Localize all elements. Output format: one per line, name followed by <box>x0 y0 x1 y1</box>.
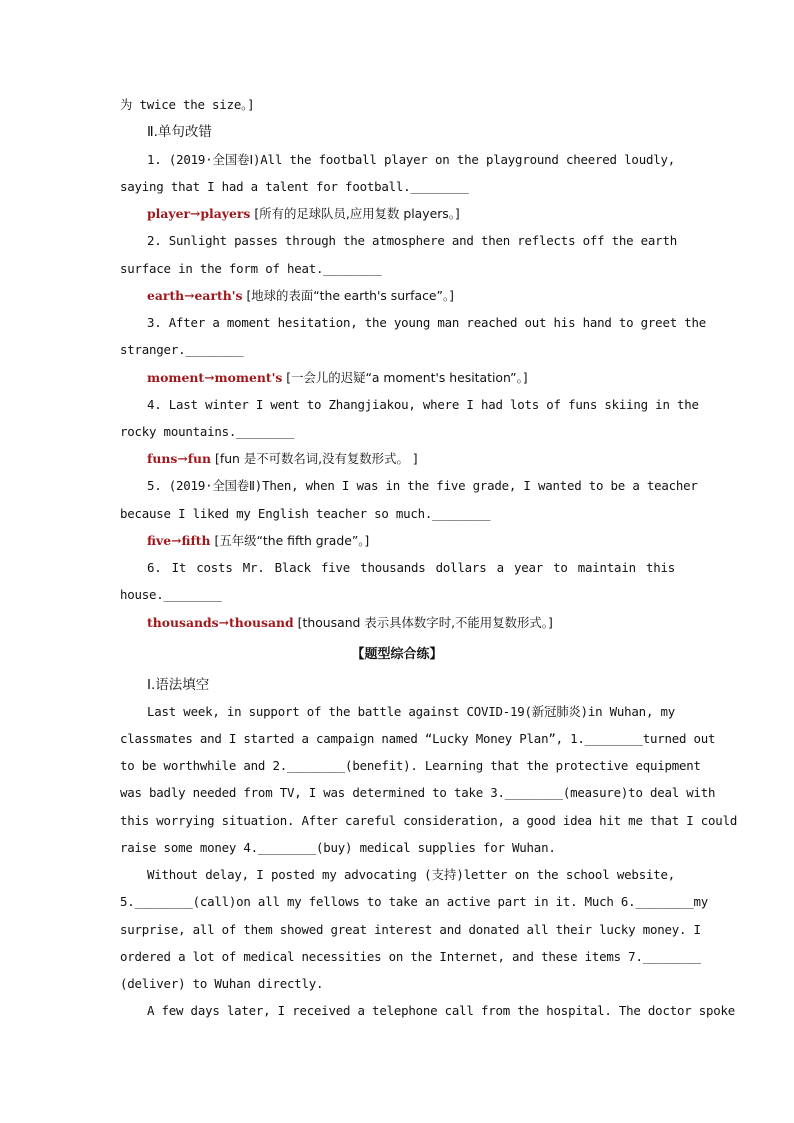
passage-line: raise some money 4.________(buy) medical supplies for Wuhan. <box>120 840 556 855</box>
answer-2 <box>147 288 675 304</box>
section-heading: 【题型综合练】 <box>351 647 443 662</box>
question-2-line: surface in the form of heat.________ <box>120 261 382 276</box>
answer-correction: thousands→thousand <box>147 615 294 630</box>
passage-line: classmates and I started a campaign named “Lucky Money Plan”, 1.________turned out <box>120 731 716 746</box>
passage-line: this worrying situation. After careful consideration, a good idea hit me that I could <box>120 813 738 828</box>
question-1-line: saying that I had a talent for football.________ <box>120 179 469 194</box>
answer-3 <box>147 370 675 386</box>
answer-explanation: [fun 是不可数名词,没有复数形式。 ] <box>211 451 418 466</box>
answer-4 <box>147 451 675 467</box>
question-4-line: rocky mountains.________ <box>120 424 295 439</box>
passage-line: Without delay, I posted my advocating (支持)letter on the school website, <box>147 867 675 882</box>
question-4-line: 4. Last winter I went to Zhangjiakou, where I had lots of funs skiing in the <box>147 397 699 412</box>
question-5-line: 5. (2019·全国卷Ⅱ)Then, when I was in the five grade, I wanted to be a teacher <box>147 478 698 493</box>
question-3-line: stranger.________ <box>120 342 244 357</box>
passage-line: ordered a lot of medical necessities on the Internet, and these items 7.________ <box>120 949 701 964</box>
answer-5 <box>147 533 675 549</box>
answer-correction: earth→earth's <box>147 288 243 303</box>
answer-explanation: [一会儿的迟疑“a moment's hesitation”。] <box>282 370 528 385</box>
answer-correction: player→players <box>147 206 251 221</box>
passage-line: Last week, in support of the battle against COVID-19(新冠肺炎)in Wuhan, my <box>147 704 675 719</box>
text-line: 为 twice the size。] <box>120 97 255 112</box>
passage-line: A few days later, I received a telephone call from the hospital. The doctor spoke <box>147 1003 736 1018</box>
question-1-line: 1. (2019·全国卷Ⅰ)All the football player on the playground cheered loudly, <box>147 152 675 167</box>
passage-line: to be worthwhile and 2.________(benefit). Learning that the protective equipment <box>120 758 701 773</box>
answer-explanation: [thousand 表示具体数字时,不能用复数形式。] <box>293 615 553 630</box>
section-title-error-correction: Ⅱ.单句改错 <box>147 124 212 140</box>
question-2-line: 2. Sunlight passes through the atmosphere and then reflects off the earth <box>147 233 677 248</box>
answer-6 <box>147 615 675 631</box>
answer-explanation: [所有的足球队员,应用复数 players。] <box>250 206 460 221</box>
answer-correction: funs→fun <box>147 451 212 466</box>
question-6-line: 6. It costs Mr. Black five thousands dollars a year to maintain this <box>147 560 675 575</box>
question-5-line: because I liked my English teacher so much.________ <box>120 506 491 521</box>
question-6-line: house.________ <box>120 587 222 602</box>
answer-correction: moment→moment's <box>147 370 283 385</box>
question-3-line: 3. After a moment hesitation, the young man reached out his hand to greet the <box>147 315 707 330</box>
passage-line: (deliver) to Wuhan directly. <box>120 976 324 991</box>
answer-explanation: [五年级“the fifth grade”。] <box>210 533 370 548</box>
passage-line: surprise, all of them showed great interest and donated all their lucky money. I <box>120 922 701 937</box>
answer-1 <box>147 206 675 222</box>
passage-line: 5.________(call)on all my fellows to take an active part in it. Much 6.________my <box>120 894 709 909</box>
answer-correction: five→fifth <box>147 533 211 548</box>
section-title-grammar-fill: Ⅰ.语法填空 <box>147 677 210 693</box>
passage-line: was badly needed from TV, I was determined to take 3.________(measure)to deal with <box>120 785 716 800</box>
answer-explanation: [地球的表面“the earth's surface”。] <box>242 288 454 303</box>
